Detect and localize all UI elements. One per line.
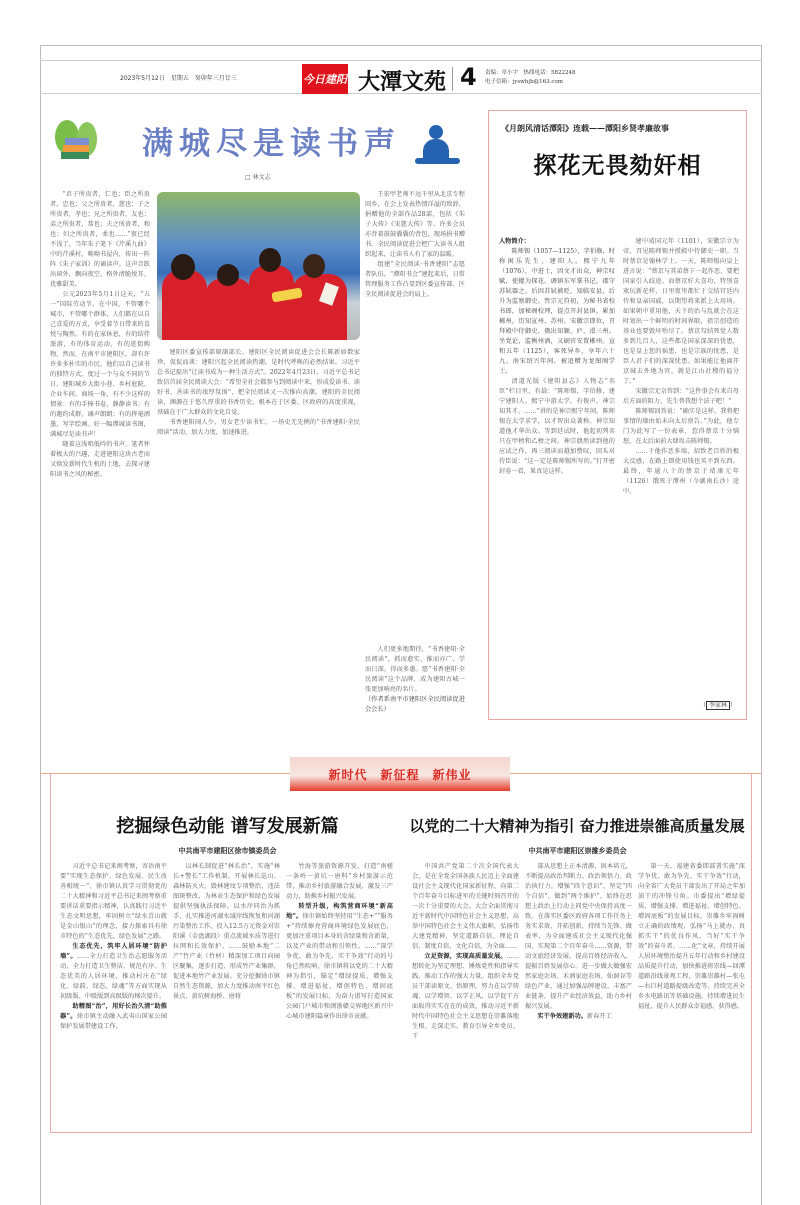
article-column [365,645,465,720]
intro-label: 人物简介： [499,238,530,245]
page-number: 4 [460,63,477,91]
article-column [499,237,615,707]
paragraph: 立足资源，实现高质量发展。……想转化为坚定理想、锤炼党性和指导实践、推动工作的强大力量。组织全乡党员干部读原文、悟原理，努力在以学铸魂、以学增智、以学正风、以学促干方面取得实实在在的成效，推动习近平新时代中国特色社会主义思想在崇雒落地生根、走深走实。教育引导全乡党员、干 [412,953,519,1040]
author-signature: （ 李家林 ） [699,702,736,709]
article-column [365,190,465,640]
paragraph: 中国共产党第二十次全国代表大会，是在全党全国各族人民迈上全面建设社会主义现代化国家新征程、向第二个百年奋斗目标进军的关键时刻召开的一次十分重要的大会。大会全面贯彻习近平新时代中国特色社会主义思想，高举中国特色社会主义伟大旗帜，弘扬伟大建党精神，坚定道路自信、理论自信、制度自信、文化自信，为全面…… [412,863,519,950]
editor-info [485,69,576,87]
masthead [40,60,762,94]
feature-box [488,110,747,720]
paragraph: 公元2023年5月1日这天，“五一”国际劳动节。在中国，不管哪个城市，不管哪个群体，人们都在以自己喜爱的方式，享受着节日带来的喜悦与陶然。有的在家休息，有的结伴旅游，有的体育运动，有的逛街购物。然而，在南平市建阳区，却有许许多多朴实的市民，他们以自己读书的独特方式，度过一个与众不同的节日。建阳城乡大街小巷、乡村庭院、企业车间、商场一角，有不少这样的情景：有的手捧书卷，静静读书；有的邀约成群，诵声朗朗；有的挥毫洒墨，写字绘画。好一幅潭城读书图，满城尽是读书声！ [50,291,150,438]
paragraph: 陈师锡回答说：“确实是这样。我将把事情的缘由始末向太后禀告。”为此，他专门为此写了一份表章，惹得蔡京十分恼怒，在太后面前大肆攻击陈师锡。 [623,408,739,445]
section-title: 大潭文苑 [358,70,447,95]
editor-email: 电子信箱：jyswhjb@163.com [485,79,563,85]
paragraph: 生态优先，筑牢人居环境“防护墙”。……全力打造卫生治志愿服务活动，全力打造卫生整洁、规范有序、生态优美的人居环境，推动村庄在“绿化、绿韵、绿态、绿魂”等方面实现从初级版、中级版到高级版的梯次提升。 [60,943,167,1000]
paragraph: 转型升级，构筑营商环境“新高地”。徐市镇始终坚持用“生态+”“服务+”持续擦亮营商环境绿色发展底色，更加注重项目本身的含绿量和含新量，以及产业的带动和引领性。……“深学争优、敢为争先、实干争效”行动的号角已然吹响，徐市镇将以党的二十大精神为指引，锚定“增绿提质、增强支撑、增进福祉、增创特色、增固底板”的发展目标，为奋力谱写打造国家公园门户城市和闽浙赣交界地区新兴中心城市建阳篇章作出徐市贡献。 [286,903,393,1020]
paragraph: 王宏甲老师不远千里从北京专程回乡，在会上发表热情洋溢的致辞，捐赠他的全部作品28部，包括《朱子大传》《宋慈大传》等。许多会员亦背着鼓鼓囊囊的背包，现场捐书赠书。全民阅读促进会把广大读书人组织起来，让读书人有了家的温暖。 [365,191,465,258]
issue-date: 2023年5月12日 星期五 癸卯年三月廿三 [120,75,237,82]
books-plant-icon [55,120,100,170]
divider [452,67,453,91]
paragraph: 第一天，福建省委即部署实施“深学争优、敢为争先、实干争效”行动，向全省广大党员干部发出了开局之年加油干的冲锋号角。市委提出“增绿提质、增强支撑、增进福祉、增创特色、增固底板”的发展目标，崇雒乡牢固树立正确的政绩观，弘扬“马上就办、真抓实干”的优良作风，当好“实干争效”的奋斗者。……化”文章，持续开展人居环境整治提升五年行动和乡村建设品质提升行动，加快推进将崇线—回潭道路沿线景观工程，崇雒崇雒村—张屯—右巨村道路提级改造等，持续完善全乡水电路讯等基础设施，持续增进民生福祉，提升人民群众幸福感、获得感。 [638,863,745,1010]
article-column [50,190,150,720]
article-column [412,862,519,1127]
signature-name: 李家林 [706,701,730,710]
paragraph: 实干争效建新功。新春开工 [537,1013,612,1020]
article-title: 以党的二十大精神为指引 奋力推进崇雒高质量发展 [409,817,745,835]
paragraph: 书香建阳闹人少，男女老少读书忙。一场史无先例的“书香建阳·全民阅读”活动，加大力度，加速推进。 [157,419,360,436]
paragraph: ……于他作恶多端，招致老百姓的极大反感，在路上即使用钱也买不到东西。最终，年逾八十的蔡京于靖康元年（1126）饿死于潭州（今湖南长沙）途中。 [623,448,739,495]
article-column [60,862,167,1127]
series-title: 《月朗风清话潭阳》连载——潭阳乡贤孝廉故事 [501,123,669,133]
article-organization: 中共南平市建阳区崇雒乡委员会 [528,846,627,855]
paragraph: 组建“全民阅读·书香建阳”志愿者队伍。“潭阳书会”建起来后，日常管理服务工作凸显到区委宣传部、区全民阅读促进会的肩上。 [365,261,465,298]
newspaper-logo: 今日建阳 [302,64,348,94]
paragraph: 人们更多地期待，“书香建阳·全民阅读”，抓而愈实，推而亦广，学而日深，得而多惠。愿“书香建阳·全民阅读”这个品牌，成为建阳古城一张更加响亮的名片。 [365,646,465,693]
paragraph: 部从思想上正本清源、固本培元，不断提高政治判断力、政治领悟力、政治执行力，增强“四个意识”，坚定“四个自信”，做到“两个维护”，始终在思想上政治上行动上同党中央保持高度一致。在落实区委区政府各项工作任务上务实求效、开拓创新，持续当先锋、做表率，为全面建成社会主义现代化强国、实现第二个百年奋斗……资源，带动文旅经济发展，提高百姓经济收入，提振百姓发展信心。进一步做大做强宏然家庭农场、禾润家庭农场、仙洞谷等绿色产业，通过加强品牌建设、丰富产业链条，提升产业经济效益，助力乡村振兴发展。 [525,863,632,1010]
paragraph: 习近平总书记来闽考察，寄语南平要“实现生态保护、绿色发展、民生改善相统一”。徐市镇认真学习贯彻党的二十大精神和习近平总书记来闽考察重要讲话重要指示精神，认真践行习近平生态文明思想，牢固树立“绿水青山就是金山银山”的理念，接力探索具有徐市特色的“生态优先、绿色发展”之路。 [60,863,167,940]
paragraph: 清道光版《建阳县志》人物志“名臣”栏目里，有载：“陈师锡，字伯修，建宁建阳人。熙宁中游太学，有俊声。神宗知其才。……”讲的是神宗熙宁年间，陈师锡在太学求学，以才智出众著称。神宗知道他才华出众。等到廷试时，他起初列名只在甲榜和乙榜之间。神宗偶然读到他的应试之作，再三阅读而越加赞叹，回头对侍臣说：“这一定是陈师锡所写的。”打开密封卷一看，果真是这样。 [499,378,615,475]
article-column [157,348,360,720]
paragraph: 助精图“治”，用好长治久清“助推器”。徐市镇主动融入武夷山国家公园保护发展带建设工作。 [60,1003,167,1030]
children-reading-photo [157,192,360,340]
article-column [638,862,745,1127]
paragraph: 陈师锡（1057—1125），字伯修，时称闲乐先生，建阳人。熙宁九年（1076），中进士，因文才出众，神宗叹赋，使擢为探花。调镇东军掌书记，郡守苏轼器之。后因苏轼被贬，知临安县，后升为监察御史。哲宗元符初，为秘书省校书郎，加秘阁校理，提点开封县镇。累加郴州，历知宣州、苏州。宋徽宗即位，召拜殿中侍御史，俄出知颍、庐、滑三州。坐党论，监衡州酒，又刷官安置郴州。宣和五年（1125），客死异乡，享年六十九。南宋绍兴年间，被追赠为龙图阁学士。 [499,248,615,375]
paragraph: 以林长制促进“林长治”，实施“林长+警长”工作机制，开展林长巡山、森林防灭火、毁林建坟专项整治、违法图斑整改，为林业生态保护和绿色发展提供坚强执法保障。以水岸同治为抓手，扎实推进河湖水域岸线恢复和河湖污染整治工作，投入12.5万元资金对崇阳溪（金盘湖段）重点流域水质等进行拉网和长效保护。……鼓励本地“二产”竹产业（竹材）精深加工项目向园区聚集，逐步打造、形成竹产业集群，促进本地竹产业发展。充分挖掘徐市镇自然生态资源，加大力度推动南平红色景点、黄坑树海桥、唐将 [173,863,280,1000]
byline: □ 林文志 [245,174,271,181]
article-column [623,237,739,692]
paragraph: 竹海等旅游资源开发，打造“南槎一条岭一黄坑一唐科”乡村旅游示范带，推动乡村旅游融合发展，激发三产动力，助推乡村振兴发展。 [286,863,393,900]
article-column [525,862,632,1127]
editor-hotline: 责编：章小宇 热线电话：5822248 [485,70,576,76]
article-column [286,862,393,1127]
article-column [173,862,280,1127]
article-title: 挖掘绿色动能 谱写发展新篇 [116,816,339,837]
article-organization: 中共南平市建阳区徐市镇委员会 [178,846,277,855]
banner: 新时代 新征程 新伟业 [290,757,510,791]
paragraph: “君子所贵者，仁也；臣之所贵者，忠也；父之所贵者，慈也；子之所贵者，孝也；兄之所贵者，友也；弟之所贵者，恭也；夫之所贵者，和也；妇之所贵者，柔也……”夜已经不浅了，当年朱子笔下《芹溪九曲》中的芹溪村，呦呦书屋内，传出一阵阵《朱子家训》的诵读声。这声音跃出窗外，飘向夜空，格外清脆悦耳、优雅甜美。 [50,191,150,288]
article-title: 满城尽是读书声 [142,126,401,162]
reader-silhouette-icon [415,125,460,167]
paragraph: 建中靖国元年（1101），宋徽宗立为帝，召见陈师锡并授殿中侍御史一职。当时蔡京是翰林学士。一天，陈师锡向皇上进言说：“蔡京与其弟蔡卞一起作恶，要把国家引入歧途。而蔡京好大喜功，特别喜欢玩新花样，日里夜里都忙于交结宫廷内侍和皇亲国戚，以期望将来派上大用场。如果朝中重用他，天下的治与乱就会在这时划出一个鲜明的时间界限，祖宗创造的基业也要毁坏殆尽了。蔡京勾结死党人数多到几百人，这些都是国家深深的忧患，也是皇上您的祸患，也是宗族的忧患，是臣人君子们的深深忧患。如果能让他离开京城去外地为官，就是江山社稷的福分了。” [623,238,739,385]
paragraph: 建阳区委宣传部原副部长、建阳区全民阅读促进会会长陈新如数家珍，侃侃而谈：建阳兴起全民阅读热潮，是时代呼唤的必然结果。习近平总书记提出“让读书成为一种生活方式”。2022年4月23日，习近平总书记致信首届全民阅读大会：“希望全社会都参与到阅读中来，形成爱读书、读好书、善读书的浓厚氛围”，把全民阅读又一次推向高潮。建阳的全民阅读，渊源在于悠久厚重的书香历史，根本在于区委、区政府的高度重视，基础在于广大群众的文化自觉。 [157,349,360,416]
paragraph: 宋徽宗无奈答到：“这件事会有来自母后方面的阻力，先生替我想个法子吧！” [623,388,739,405]
author-credit: （作者系南平市建阳区全民阅读促进会会长） [365,696,465,713]
paragraph: 随着这浅唱低吟的书声，笔者怀着极大的兴趣，走进建阳这块古老而又焕发新时代生机的土地，去探寻建阳读书之风的秘密。 [50,441,150,478]
article-title: 探花无畏劾奸相 [533,152,702,179]
